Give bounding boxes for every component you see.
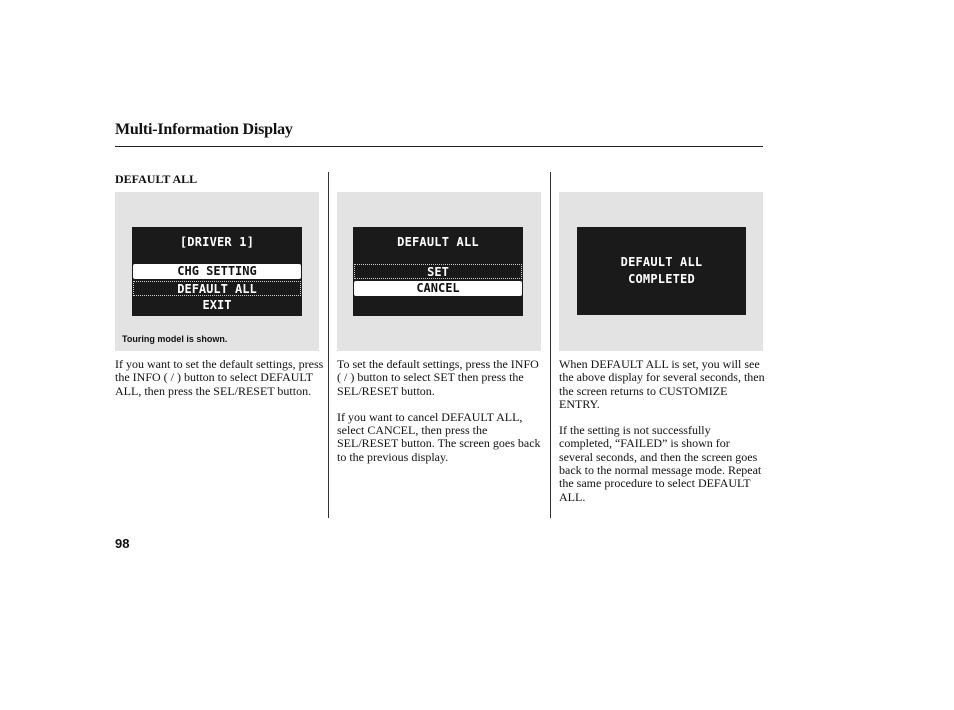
display-panel-2 — [337, 192, 541, 351]
menu-item-cancel: CANCEL — [354, 281, 522, 296]
paragraph: If the setting is not successfully completed, “FAILED” is shown for several seconds, and then the screen goes back to the normal message mode. Repeat the same procedure to select DEFAULT ALL. — [559, 423, 762, 504]
display-panel-1 — [115, 192, 319, 351]
display-screen-2 — [353, 227, 523, 316]
panel-caption: Touring model is shown. — [122, 334, 228, 344]
column-3-text — [559, 358, 765, 517]
column-divider-1 — [328, 172, 329, 518]
menu-item-default-all: DEFAULT ALL — [133, 281, 301, 296]
menu-item-set: SET — [354, 264, 522, 279]
page-number: 98 — [115, 536, 130, 551]
completed-line-2: COMPLETED — [628, 272, 695, 286]
page-title: Multi-Information Display — [115, 121, 293, 138]
column-2-text — [337, 358, 543, 477]
display-screen-3 — [577, 227, 746, 315]
menu-item-exit: EXIT — [202, 298, 232, 312]
paragraph: When DEFAULT ALL is set, you will see the above display for several seconds, then the screen returns to CUSTOMIZE ENTRY. — [559, 357, 765, 411]
section-heading: DEFAULT ALL — [115, 172, 198, 186]
menu-item-chg-setting: CHG SETTING — [133, 264, 301, 279]
display-screen-1 — [132, 227, 302, 316]
paragraph: If you want to cancel DEFAULT ALL, select CANCEL, then press the SEL/RESET button. The screen goes back to the previous display. — [337, 409, 541, 464]
column-1-text — [115, 358, 325, 411]
title-rule — [115, 146, 763, 147]
paragraph: To set the default settings, press the INFO ( / ) button to select SET then press the SEL/RESET button. — [337, 357, 539, 398]
column-divider-2 — [550, 172, 551, 518]
screen-title: DEFAULT ALL — [397, 235, 479, 249]
screen-title: [DRIVER 1] — [179, 235, 255, 249]
completed-line-1: DEFAULT ALL — [620, 255, 703, 269]
paragraph: If you want to set the default settings, press the INFO ( / ) button to select DEFAULT ALL, then press the SEL/RESET button. — [115, 357, 324, 398]
display-panel-3 — [559, 192, 763, 351]
